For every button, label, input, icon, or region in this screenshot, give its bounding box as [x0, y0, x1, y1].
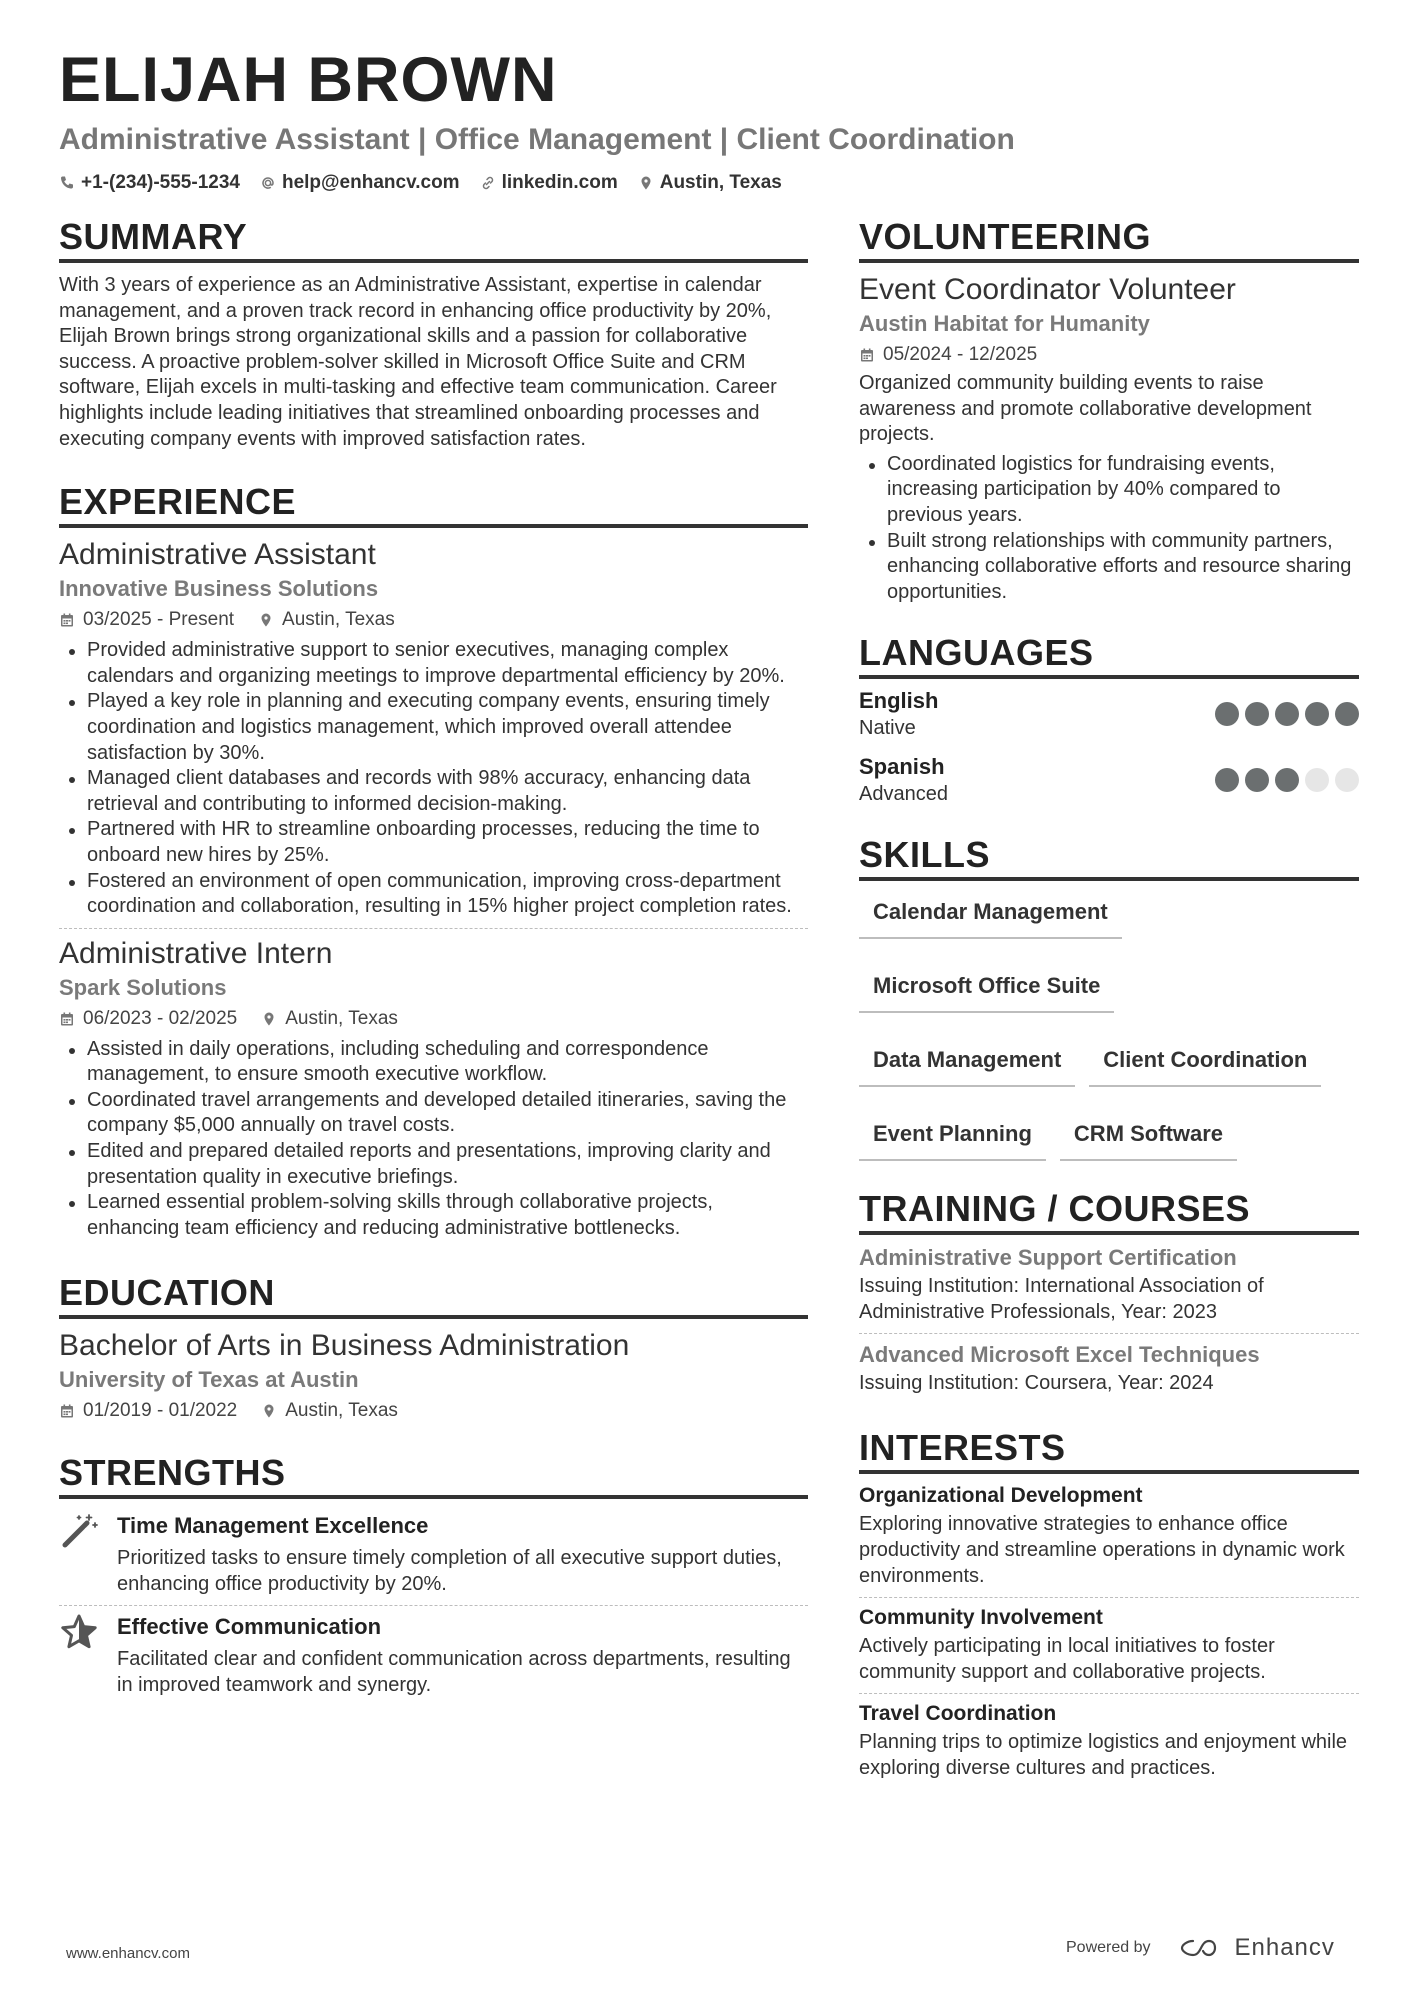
language-rating: [1215, 702, 1359, 726]
education-location-text: Austin, Texas: [285, 1400, 398, 1422]
education-dates: [59, 1397, 237, 1425]
section-title-experience: EXPERIENCE: [59, 480, 808, 528]
calendar-icon: [59, 1011, 75, 1027]
skill-tag: Client Coordination: [1089, 1041, 1321, 1087]
strength-item: [59, 1612, 808, 1698]
experience-section: [59, 480, 808, 1241]
contact-phone[interactable]: [59, 172, 240, 194]
job-location: [261, 1005, 398, 1033]
divider: [859, 1597, 1359, 1598]
company-name: Innovative Business Solutions: [59, 576, 379, 602]
job-dates: [59, 1005, 237, 1033]
candidate-headline: Administrative Assistant | Office Management | Client Coordination: [59, 123, 1015, 156]
language-rating: [1215, 768, 1359, 792]
job-location-text: Austin, Texas: [285, 1007, 398, 1029]
bullet-item: Learned essential problem-solving skills through collaborative projects, enhancing team efficiency and reducing administrative bottlenecks.: [59, 1190, 808, 1241]
location-text: Austin, Texas: [659, 172, 782, 193]
interest-desc: Planning trips to optimize logistics and enjoyment while exploring diverse cultures and practices.: [859, 1731, 1348, 1779]
language-level: Advanced: [859, 783, 948, 806]
interest-title: Organizational Development: [859, 1484, 1143, 1508]
calendar-icon: [59, 1403, 75, 1419]
bullet-item: Played a key role in planning and executing company events, ensuring timely coordination and logistics management, which improved overall attendee satisfaction by 30%.: [59, 689, 808, 766]
bullet-item: Coordinated logistics for fundraising events, increasing participation by 40% compared to previous years.: [859, 452, 1359, 529]
contact-location: [638, 172, 782, 194]
strength-desc: Facilitated clear and confident communication across departments, resulting in improved teamwork and synergy.: [117, 1648, 791, 1697]
experience-entry: [59, 935, 808, 1242]
strength-title: Effective Communication: [117, 1614, 382, 1640]
brand-name: Enhancv: [1234, 1934, 1335, 1961]
job-dates-text: 03/2025 - Present: [83, 609, 235, 631]
powered-by-label: Powered by: [1066, 1939, 1151, 1956]
language-item: [859, 687, 1359, 741]
degree-title: Bachelor of Arts in Business Administration: [59, 1329, 630, 1363]
skills-section: [859, 833, 1359, 1161]
brand-logo[interactable]: [1179, 1934, 1335, 1962]
skill-tag: Microsoft Office Suite: [859, 967, 1114, 1013]
magic-wand-icon: [59, 1511, 99, 1551]
volunteer-role: Event Coordinator Volunteer: [859, 273, 1236, 306]
email-text: help@enhancv.com: [281, 172, 460, 193]
skill-tag: Event Planning: [859, 1115, 1046, 1161]
education-meta: [59, 1397, 808, 1425]
company-name: Spark Solutions: [59, 974, 227, 1000]
link-icon: [480, 175, 496, 191]
job-dates-text: 06/2023 - 02/2025: [83, 1007, 238, 1029]
section-title-interests: INTERESTS: [859, 1426, 1359, 1474]
strength-title: Time Management Excellence: [117, 1513, 429, 1539]
strength-item: [59, 1511, 808, 1597]
bullet-item: Edited and prepared detailed reports and presentations, improving clarity and presentation quality in executive briefings.: [59, 1139, 808, 1190]
interests-section: [859, 1426, 1359, 1781]
calendar-icon: [59, 612, 75, 628]
interest-desc: Actively participating in local initiatives to foster community support and collaborative projects.: [859, 1635, 1275, 1683]
contact-linkedin[interactable]: [480, 172, 618, 194]
bullet-item: Partnered with HR to streamline onboarding processes, reducing the time to onboard new hires by 25%.: [59, 817, 808, 868]
skill-tag: CRM Software: [1060, 1115, 1237, 1161]
language-name: Spanish: [859, 754, 945, 780]
contact-email[interactable]: [260, 172, 460, 194]
volunteering-section: [859, 215, 1359, 605]
linkedin-text: linkedin.com: [501, 172, 618, 193]
course-title: Advanced Microsoft Excel Techniques: [859, 1342, 1260, 1368]
job-meta: [59, 606, 808, 634]
rating-dot-filled: [1245, 702, 1269, 726]
bullet-item: Fostered an environment of open communication, improving cross-department coordination and collaboration, resulting in 15% higher project completion rates.: [59, 869, 808, 920]
rating-dot-filled: [1245, 768, 1269, 792]
strength-desc: Prioritized tasks to ensure timely completion of all executive support duties, enhancing office productivity by 20%.: [117, 1547, 782, 1596]
footer-website[interactable]: www.enhancv.com: [66, 1945, 190, 1962]
location-pin-icon: [258, 612, 274, 628]
section-title-strengths: STRENGTHS: [59, 1451, 808, 1499]
training-section: [859, 1187, 1359, 1396]
job-location-text: Austin, Texas: [282, 609, 395, 631]
divider: [59, 1605, 808, 1606]
education-dates-text: 01/2019 - 01/2022: [83, 1400, 238, 1422]
summary-text: With 3 years of experience as an Administrative Assistant, expertise in calendar management, and a proven track record in enhancing office productivity by 20%, Elijah Brown brings strong organizational skills and a passion for collaborative success. A proactive problem-solver skilled in Microsoft Office Suite and CRM software, Elijah excels in multi-tasking and effective team communication. Career highlights include leading initiatives that streamlined onboarding processes and executing company events with improved satisfaction rates.: [59, 274, 777, 450]
interest-title: Travel Coordination: [859, 1702, 1057, 1726]
location-pin-icon: [261, 1403, 277, 1419]
bullet-item: Built strong relationships with community partners, enhancing collaborative efforts and resource sharing opportunities.: [859, 529, 1359, 606]
section-title-volunteering: VOLUNTEERING: [859, 215, 1359, 263]
at-icon: [260, 175, 276, 191]
bullet-item: Assisted in daily operations, including scheduling and correspondence management, to ensure smooth executive workflow.: [59, 1037, 808, 1088]
job-location: [258, 606, 395, 634]
skill-tag: Calendar Management: [859, 893, 1122, 939]
location-pin-icon: [261, 1011, 277, 1027]
right-column: [859, 215, 1359, 1804]
star-icon: [59, 1612, 99, 1652]
course-desc: Issuing Institution: International Association of Administrative Professionals, Year: 2023: [859, 1275, 1264, 1324]
bullet-item: Provided administrative support to senior executives, managing complex calendars and organizing meetings to improve departmental efficiency by 20%.: [59, 638, 808, 689]
skill-tag: Data Management: [859, 1041, 1075, 1087]
volunteer-org: Austin Habitat for Humanity: [859, 311, 1150, 336]
volunteer-dates: [859, 341, 1037, 369]
calendar-icon: [859, 347, 875, 363]
footer-powered: [1066, 1934, 1335, 1962]
volunteer-dates-text: 05/2024 - 12/2025: [883, 344, 1038, 365]
language-name: English: [859, 688, 939, 714]
enhancv-logo-icon: [1179, 1936, 1225, 1960]
job-title: Administrative Assistant: [59, 538, 376, 572]
section-title-training: TRAINING / COURSES: [859, 1187, 1359, 1235]
volunteer-bullets: [859, 452, 1359, 606]
divider: [59, 928, 808, 929]
rating-dot-filled: [1335, 702, 1359, 726]
volunteer-meta: [859, 341, 1359, 369]
course-desc: Issuing Institution: Coursera, Year: 2024: [859, 1372, 1214, 1395]
education-section: [59, 1271, 808, 1425]
job-title: Administrative Intern: [59, 936, 333, 970]
job-bullets: [59, 638, 808, 920]
experience-entry: [59, 536, 808, 920]
divider: [859, 1333, 1359, 1334]
contact-bar: [59, 172, 1359, 194]
divider: [859, 1693, 1359, 1694]
section-title-skills: SKILLS: [859, 833, 1359, 881]
candidate-name: ELIJAH BROWN: [59, 45, 558, 115]
strengths-section: [59, 1451, 808, 1698]
bullet-item: Coordinated travel arrangements and developed detailed itineraries, saving the company $5,000 annually on travel costs.: [59, 1088, 808, 1139]
job-meta: [59, 1005, 808, 1033]
section-title-education: EDUCATION: [59, 1271, 808, 1319]
summary-section: [59, 215, 808, 452]
language-level: Native: [859, 717, 916, 740]
phone-text: +1-(234)-555-1234: [81, 172, 240, 193]
skills-list: [859, 893, 1359, 1161]
left-column: [59, 215, 808, 1720]
phone-icon: [59, 175, 75, 191]
education-location: [261, 1397, 398, 1425]
course-title: Administrative Support Certification: [859, 1245, 1237, 1271]
job-bullets: [59, 1037, 808, 1242]
resume-header: [59, 42, 1359, 194]
rating-dot-empty: [1305, 768, 1329, 792]
volunteer-desc: Organized community building events to raise awareness and promote collaborative development projects.: [859, 372, 1312, 446]
school-name: University of Texas at Austin: [59, 1367, 359, 1393]
rating-dot-filled: [1275, 702, 1299, 726]
location-pin-icon: [638, 175, 654, 191]
rating-dot-empty: [1335, 768, 1359, 792]
languages-section: [859, 631, 1359, 807]
section-title-summary: SUMMARY: [59, 215, 808, 263]
job-dates: [59, 606, 234, 634]
section-title-languages: LANGUAGES: [859, 631, 1359, 679]
interest-desc: Exploring innovative strategies to enhance office productivity and streamline operations in dynamic work environments.: [859, 1513, 1345, 1587]
language-item: [859, 753, 1359, 807]
rating-dot-filled: [1305, 702, 1329, 726]
interest-title: Community Involvement: [859, 1606, 1103, 1630]
rating-dot-filled: [1215, 702, 1239, 726]
rating-dot-filled: [1215, 768, 1239, 792]
bullet-item: Managed client databases and records with 98% accuracy, enhancing data retrieval and contributing to informed decision-making.: [59, 766, 808, 817]
rating-dot-filled: [1275, 768, 1299, 792]
